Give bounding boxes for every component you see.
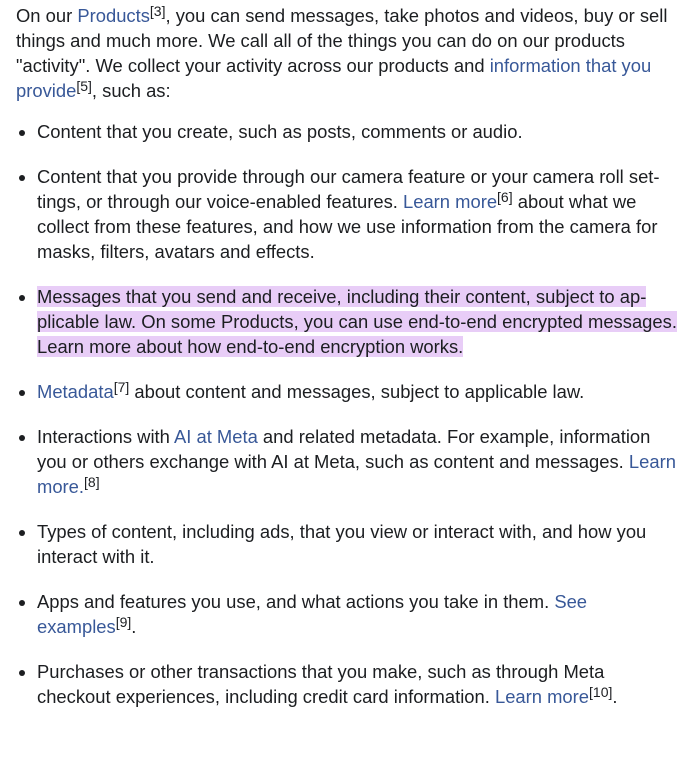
ai-at-meta-link[interactable]: AI at Meta xyxy=(173,426,258,447)
list-item-text: about content and messages, subject to applicable law. xyxy=(129,381,585,402)
list-item-text: Content that you create, such as posts, comments or audio. xyxy=(37,121,523,142)
intro-text-3: , such as: xyxy=(91,80,171,101)
activity-list xyxy=(16,119,678,709)
list-item-ai-interactions xyxy=(37,424,678,499)
list-item-camera-content xyxy=(37,164,678,264)
information-footnote[interactable]: [5] xyxy=(76,78,92,94)
list-item-text: Content that you provide through our camera feature or your camera roll settings, or through our voice-enabled features. xyxy=(37,166,660,212)
list-item-text: and related metadata. For example, information you or others exchange with AI at Meta, such as content and messages. xyxy=(37,426,651,472)
list-item-text: Interactions with xyxy=(37,426,174,447)
intro-text-1: On our xyxy=(16,5,78,26)
list-item-purchases xyxy=(37,659,678,709)
metadata-link[interactable]: Metadata xyxy=(37,381,114,402)
highlighted-messages-text: Messages that you send and receive, including their content, subject to applicable law. On some Products, you can use end-to-end encrypted messages. Learn more about how end-to-end encryption works. xyxy=(37,286,677,357)
list-item-text: . xyxy=(131,616,137,637)
list-item-text: about what we collect from these features, and how we use information from the camera for masks, filters, avatars and effects. xyxy=(37,191,658,262)
list-item-apps-features xyxy=(37,589,678,639)
intro-paragraph xyxy=(16,3,678,103)
list-item-text: Apps and features you use, and what actions you take in them. xyxy=(37,591,555,612)
products-footnote[interactable]: [3] xyxy=(149,3,166,19)
purchases-footnote[interactable]: [10] xyxy=(589,684,613,700)
list-item-content-created xyxy=(37,119,678,144)
learn-more-ai-link[interactable]: Learn more. xyxy=(37,451,676,497)
information-you-provide-link[interactable]: information that you provide xyxy=(16,55,652,101)
intro-text-2: , you can send messages, take photos and videos, buy or sell things and much more. We call all of the things you can do on our products "activity". We collect your activity across our products and xyxy=(16,5,668,76)
list-item-messages xyxy=(37,284,678,359)
products-link[interactable]: Products xyxy=(77,5,150,26)
learn-more-camera-link[interactable]: Learn more xyxy=(403,191,498,212)
camera-footnote[interactable]: [6] xyxy=(497,189,513,205)
learn-more-purchases-link[interactable]: Learn more xyxy=(494,686,590,707)
list-item-metadata xyxy=(37,379,678,404)
metadata-footnote[interactable]: [7] xyxy=(113,379,130,395)
list-item-text: Purchases or other transactions that you make, such as through Meta checkout experiences, including credit card information. xyxy=(37,661,605,707)
list-item-text: Types of content, including ads, that you view or interact with, and how you interact with it. xyxy=(37,521,647,567)
list-item-text: . xyxy=(612,686,618,707)
ai-footnote[interactable]: [8] xyxy=(84,474,100,490)
see-examples-link[interactable]: See examples xyxy=(37,591,588,637)
list-item-content-types xyxy=(37,519,678,569)
examples-footnote[interactable]: [9] xyxy=(115,614,132,630)
